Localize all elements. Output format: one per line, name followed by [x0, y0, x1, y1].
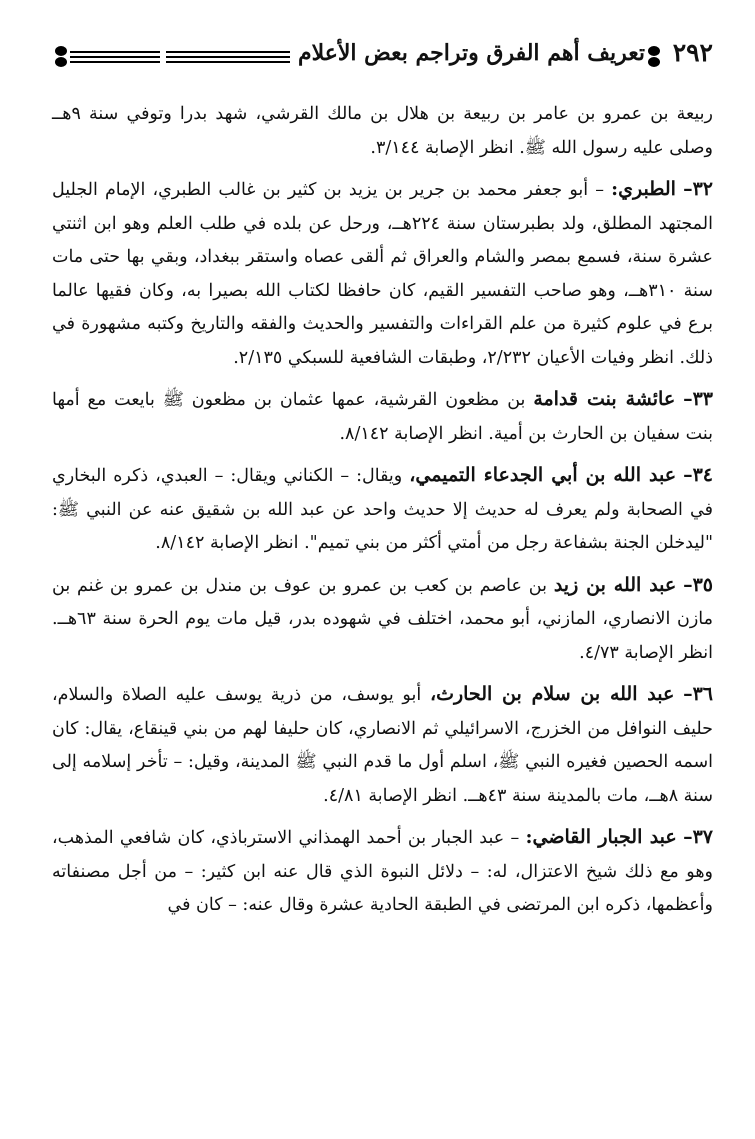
entry-34: [52, 459, 713, 561]
intro-paragraph: ربيعة بن عمرو بن عامر بن ربيعة بن هلال بن مالك القرشي، شهد بدرا وتوفي سنة ٩هــ وصلى عليه رسول الله ﷺ. انظر الإصابة ٣/١٤٤.: [52, 104, 713, 158]
entry-number: ٣٤–: [683, 464, 713, 486]
entry-32: [52, 173, 713, 375]
entry-number: ٣٣–: [683, 388, 713, 410]
book-page: [0, 38, 755, 1139]
running-title: تعريف أهم الفرق وتراجم بعض الأعلام: [297, 40, 645, 66]
entry-name: عبد الله بن سلام بن الحارث،: [429, 683, 675, 705]
page-body: [52, 98, 713, 923]
entry-text: ويقال: – الكناني ويقال: – العبدي، ذكره البخاري في الصحابة ولم يعرف له حديث إلا حديث واحد عن عبد الله بن شقيق عنه عن النبي ﷺ: "ليدخلن الجنة بشفاعة رجل من أمتي أكثر من بني تميم". انظر الإصابة ٨/١٤٢.: [52, 466, 713, 553]
entry-text: بن مظعون القرشية، عمها عثمان بن مظعون ﷺ بايعت مع أمها بنت سفيان بن الحارث بن أمية. انظر الإصابة ٨/١٤٢.: [52, 390, 713, 444]
entry-name: الطبري:: [611, 178, 676, 200]
ornament-right-icon: [645, 46, 663, 68]
entry-name: عبد الجبار القاضي:: [525, 826, 677, 848]
entry-name: عبد الله بن أبي الجدعاء التميمي،: [409, 464, 677, 486]
header-rule: [70, 51, 160, 53]
header-rule: [70, 61, 160, 63]
ornament-left-icon: [52, 46, 70, 68]
entry-name: عبد الله بن زيد: [553, 573, 677, 596]
entry-number: ٣٥–: [683, 573, 713, 596]
page-number: ٢٩٢: [672, 38, 713, 67]
page-header: [52, 38, 713, 98]
entry-text: – أبو جعفر محمد بن جرير بن يزيد بن كثير بن غالب الطبري، الإمام الجليل المجتهد المطلق، ولد بطبرستان سنة ٢٢٤هــ، ورحل عن بلده في طلب العلم وهو ابن اثنتي عشرة سنة، فسمع بمصر والشام والعراق ثم ألقى عصاه واستقر ببغداد، وبقي بها حتى مات سنة ٣١٠هــ، وهو صاحب التفسير القيم، كان حافظا لكتاب الله بصيرا به، وكان فقيها عالما برع في علوم كثيرة من علم القراءات والتفسير والحديث والفقه والتاريخ وكتبه مشهورة في ذلك. انظر وفيات الأعيان ٢/٢٣٢، وطبقات الشافعية للسبكي ٢/١٣٥.: [52, 180, 713, 368]
entry-number: ٣٢–: [683, 178, 713, 200]
entry-35: [52, 569, 713, 671]
entry-text: بن عاصم بن كعب بن عمرو بن عوف بن مندل بن عمرو بن غنم بن مازن الانصاري، المازني، أبو محمد، اختلف في شهوده بدر، قيل مات يوم الحرة سنة ٦٣هــ. انظر الإصابة ٤/٧٣.: [52, 575, 713, 663]
entry-number: ٣٦–: [683, 683, 713, 705]
entry-36: [52, 678, 713, 813]
entry-text: – عبد الجبار بن أحمد الهمذاني الاسترباذي، كان شافعي المذهب، وهو مع ذلك شيخ الاعتزال، له: – دلائل النبوة الذي قال عنه ابن كثير: – من أجل مصنفاته وأعظمها، ذكره ابن المرتضى في الطبقة الحادية عشرة وقال عنه: – كان في: [52, 828, 713, 915]
entry-37: [52, 821, 713, 923]
header-rule: [70, 56, 160, 58]
header-rule: [166, 56, 290, 58]
header-rule: [166, 51, 290, 53]
entry-name: عائشة بنت قدامة: [533, 388, 676, 410]
entry-33: [52, 383, 713, 451]
entry-text: أبو يوسف، من ذرية يوسف عليه الصلاة والسلام، حليف النوافل من الخزرج، الاسرائيلي ثم الانصاري، كان حليفا لهم من بني قينقاع، يقال: كان اسمه الحصين فغيره النبي ﷺ، اسلم أول ما قدم النبي ﷺ المدينة، وقيل: – تأخر إسلامه إلى سنة ٨هــ، مات بالمدينة سنة ٤٣هــ. انظر الإصابة ٤/٨١.: [52, 685, 713, 806]
entry-number: ٣٧–: [683, 826, 713, 848]
header-rule: [166, 61, 290, 63]
